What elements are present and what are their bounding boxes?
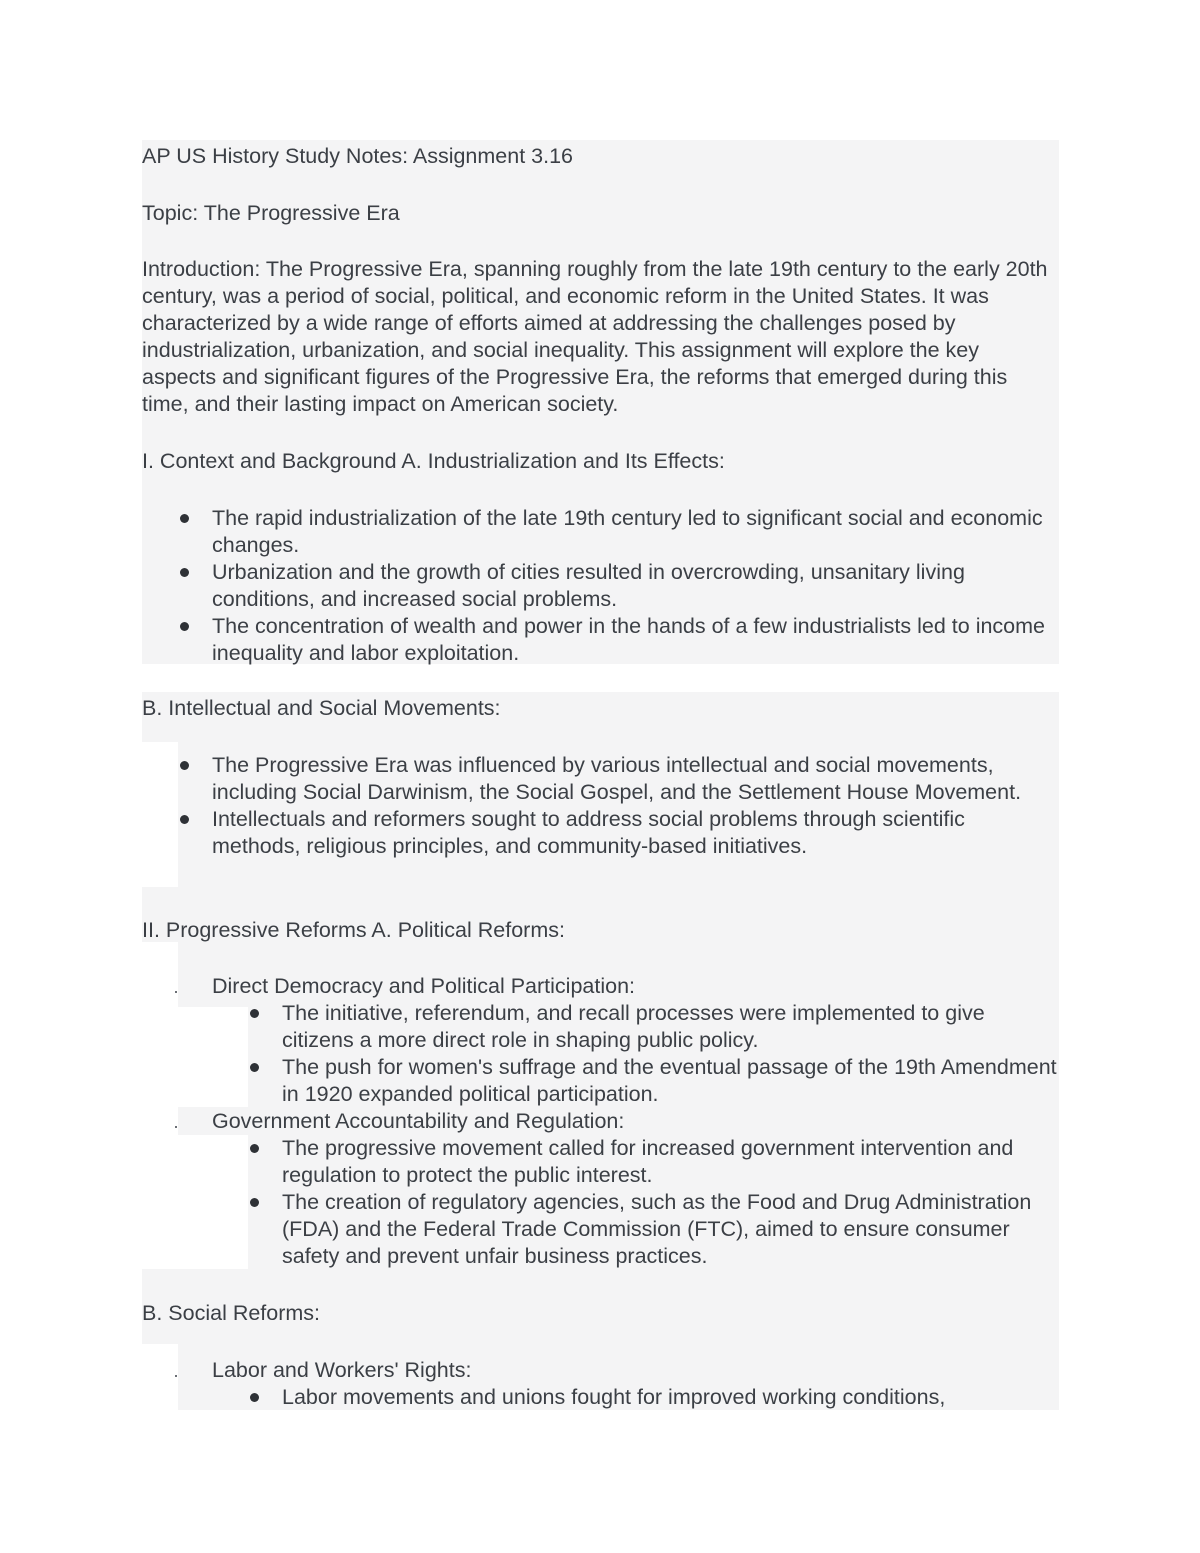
list-item bbox=[212, 613, 1052, 667]
subsection-label: Labor and Workers' Rights: bbox=[212, 1358, 472, 1382]
subsection-label: Government Accountability and Regulation: bbox=[212, 1109, 625, 1133]
section-heading-context: I. Context and Background A. Industrialization and Its Effects: bbox=[142, 449, 725, 473]
list-item-text: The creation of regulatory agencies, such as the Food and Drug Administration (FDA) and the Federal Trade Commission (FTC), aimed to ensure consumer safety and prevent unfair business practices. bbox=[282, 1190, 1032, 1268]
bullet-icon bbox=[250, 1063, 259, 1072]
direct-democracy-bullet-list bbox=[282, 1000, 1057, 1108]
list-item bbox=[282, 1189, 1057, 1270]
bullet-icon bbox=[180, 622, 189, 631]
bullet-icon bbox=[250, 1144, 259, 1153]
list-item bbox=[212, 505, 1052, 559]
movements-bullet-list bbox=[212, 752, 1052, 860]
bullet-icon bbox=[250, 1393, 259, 1402]
labor-rights-bullet-list bbox=[282, 1384, 1057, 1411]
subsection-label: Direct Democracy and Political Participation: bbox=[212, 974, 635, 998]
bullet-icon bbox=[180, 514, 189, 523]
section-heading-social-reforms: B. Social Reforms: bbox=[142, 1301, 321, 1325]
introduction-paragraph: Introduction: The Progressive Era, spanning roughly from the late 19th century to the early 20th century, was a period of social, political, and economic reform in the United States. It was characterized by a wide range of efforts aimed at addressing the challenges posed by industrialization, urbanization, and social inequality. This assignment will explore the key aspects and significant figures of the Progressive Era, the reforms that emerged during this time, and their lasting impact on American society. bbox=[142, 257, 1048, 416]
topic-line: Topic: The Progressive Era bbox=[142, 201, 400, 225]
document-title: AP US History Study Notes: Assignment 3.16 bbox=[142, 144, 573, 168]
list-item bbox=[212, 752, 1052, 806]
list-item bbox=[212, 806, 1052, 860]
marker-icon bbox=[175, 1126, 177, 1128]
list-item-text: Labor movements and unions fought for improved working conditions, bbox=[282, 1385, 946, 1409]
list-item-text: Urbanization and the growth of cities resulted in overcrowding, unsanitary living conditions, and increased social problems. bbox=[212, 560, 965, 611]
list-item bbox=[282, 1384, 1057, 1411]
context-bullet-list bbox=[212, 505, 1052, 667]
list-item-text: The progressive movement called for increased government intervention and regulation to protect the public interest. bbox=[282, 1136, 1014, 1187]
list-item-text: The rapid industrialization of the late 19th century led to significant social and economic changes. bbox=[212, 506, 1043, 557]
section-heading-movements: B. Intellectual and Social Movements: bbox=[142, 696, 501, 720]
bullet-icon bbox=[180, 568, 189, 577]
subsection-government-accountability bbox=[212, 1108, 1052, 1135]
list-item-text: Intellectuals and reformers sought to address social problems through scientific methods, religious principles, and community-based initiatives. bbox=[212, 807, 965, 858]
subsection-labor-rights bbox=[212, 1357, 1052, 1384]
list-item-text: The push for women's suffrage and the eventual passage of the 19th Amendment in 1920 expanded political participation. bbox=[282, 1055, 1057, 1106]
government-accountability-bullet-list bbox=[282, 1135, 1057, 1270]
list-item bbox=[282, 1054, 1057, 1108]
subsection-direct-democracy bbox=[212, 973, 1052, 1000]
bullet-icon bbox=[180, 815, 189, 824]
section-heading-reforms: II. Progressive Reforms A. Political Reforms: bbox=[142, 918, 565, 942]
marker-icon bbox=[175, 1375, 177, 1377]
list-item-text: The initiative, referendum, and recall processes were implemented to give citizens a more direct role in shaping public policy. bbox=[282, 1001, 985, 1052]
bullet-icon bbox=[250, 1198, 259, 1207]
bullet-icon bbox=[180, 761, 189, 770]
marker-icon bbox=[175, 991, 177, 993]
list-item bbox=[212, 559, 1052, 613]
list-item bbox=[282, 1000, 1057, 1054]
list-item-text: The Progressive Era was influenced by various intellectual and social movements, including Social Darwinism, the Social Gospel, and the Settlement House Movement. bbox=[212, 753, 1022, 804]
bullet-icon bbox=[250, 1009, 259, 1018]
list-item bbox=[282, 1135, 1057, 1189]
list-item-text: The concentration of wealth and power in the hands of a few industrialists led to income inequality and labor exploitation. bbox=[212, 614, 1046, 665]
